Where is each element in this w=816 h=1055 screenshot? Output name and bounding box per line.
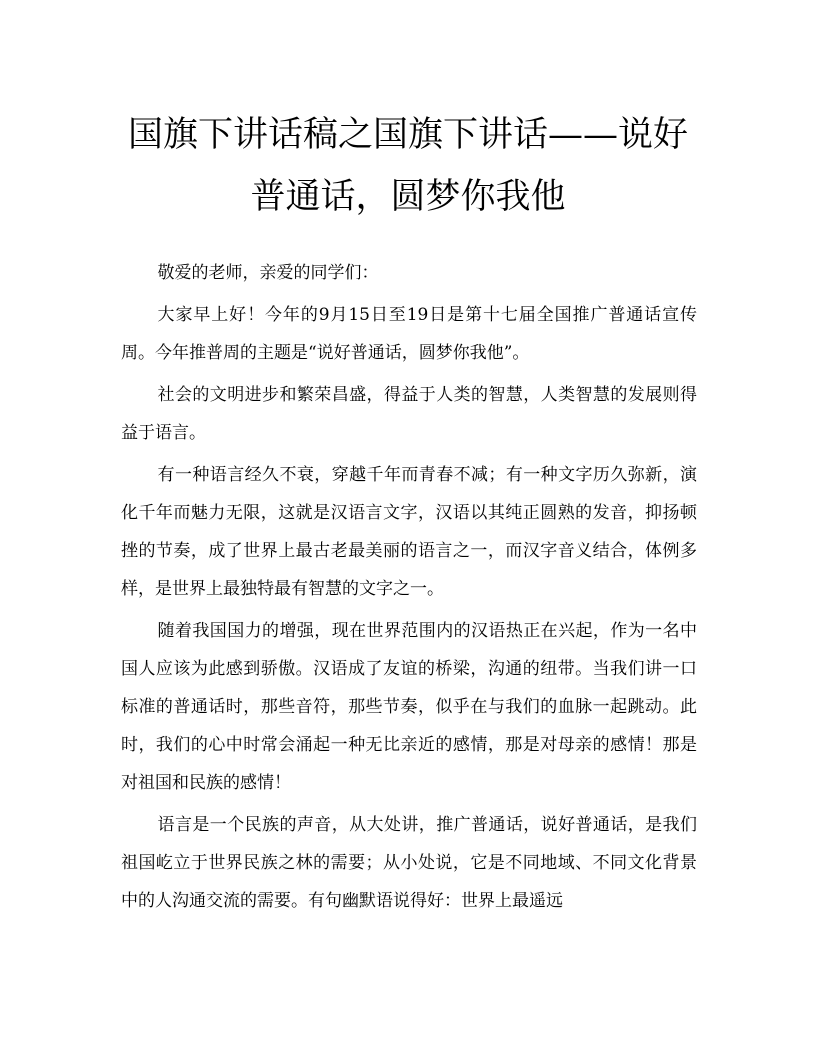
body-paragraph: 语言是一个民族的声音，从大处讲，推广普通话，说好普通话，是我们祖国屹立于世界民族之林的需要；从小处说，它是不同地域、不同文化背景中的人沟通交流的需要。有句幽默语说得好：世界上最遥远	[121, 815, 697, 911]
body-paragraph: 大家早上好！今年的9月15日至19日是第十七届全国推广普通话宣传周。今年推普周的主题是“说好普通话，圆梦你我他”。	[121, 305, 697, 363]
document-body	[121, 254, 697, 924]
body-paragraph: 有一种语言经久不衰，穿越千年而青春不减；有一种文字历久弥新，演化千年而魅力无限，这就是汉语言文字，汉语以其纯正圆熟的发音，抑扬顿挫的节奏，成了世界上最古老最美丽的语言之一，而汉字音义结合，体例多样，是世界上最独特最有智慧的文字之一。	[121, 465, 697, 599]
body-paragraph: 随着我国国力的增强，现在世界范围内的汉语热正在兴起，作为一名中国人应该为此感到骄傲。汉语成了友谊的桥梁，沟通的纽带。当我们讲一口标准的普通话时，那些音符，那些节奏，似乎在与我们的血脉一起跳动。此时，我们的心中时常会涌起一种无比亲近的感情，那是对母亲的感情！那是对祖国和民族的感情！	[121, 621, 697, 793]
salutation-paragraph: 敬爱的老师，亲爱的同学们：	[157, 263, 379, 283]
body-paragraph: 社会的文明进步和繁荣昌盛，得益于人类的智慧，人类智慧的发展则得益于语言。	[121, 385, 697, 443]
title-line-1: 国旗下讲话稿之国旗下讲话——说好	[127, 115, 688, 155]
title-line-2: 普通话，圆梦你我他	[250, 177, 566, 217]
document-title	[110, 104, 706, 228]
